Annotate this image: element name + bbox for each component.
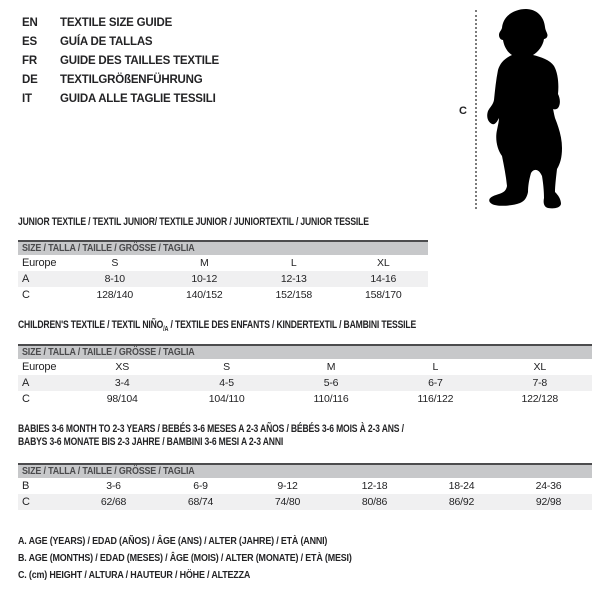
language-row-it [22,90,219,109]
height-cell: 158/170 [364,289,402,301]
height-cell: 104/110 [208,393,245,405]
children-title-text: / TEXTILE DES ENFANTS / KINDERTEXTIL / BAMBINI TESSILE [168,319,417,331]
age-cell: 3-4 [70,375,174,391]
height-measure-dotted-line [475,10,477,209]
language-row-fr [22,52,219,71]
height-cell: 74/80 [244,494,331,510]
size-header-label: SIZE / TALLA / TAILLE / GRÖSSE / TAGLIA [22,465,195,477]
months-cell: 24-36 [535,480,562,492]
language-row-en [22,14,219,33]
months-cell: 9-12 [277,480,298,492]
height-cell: 68/74 [157,494,244,510]
children-title-text: CHILDREN'S TEXTILE / TEXTIL NIÑO [18,319,164,331]
language-title: GUÍA DE TALLAS [60,36,153,48]
months-cell: 12-18 [361,480,388,492]
height-cell: 86/92 [418,494,505,510]
language-title: TEXTILE SIZE GUIDE [60,17,173,29]
junior-section-title: JUNIOR TEXTILE / TEXTIL JUNIOR/ TEXTILE JUNIOR / JUNIORTEXTIL / JUNIOR TESSILE [18,216,369,228]
height-cell: 80/86 [331,494,418,510]
row-label: A [18,375,70,391]
children-title-subscript: /A [163,326,169,334]
language-title: GUIDA ALLE TAGLIE TESSILI [60,93,216,105]
age-cell: 12-13 [249,271,339,287]
size-cell: S [223,361,230,373]
language-row-es [22,33,219,52]
size-header-label: SIZE / TALLA / TAILLE / GRÖSSE / TAGLIA [22,242,195,254]
language-code: ES [22,36,37,48]
language-title: GUIDE DES TAILLES TEXTILE [60,55,219,67]
babies-row-months [18,478,592,494]
language-code: DE [22,74,38,86]
children-size-table [18,344,592,407]
language-title: TEXTILGRÖßENFÜHRUNG [60,74,203,86]
row-label: B [22,480,30,492]
height-cell: 140/152 [185,289,223,301]
size-cell: XL [377,257,390,269]
footnote-age-months: B. AGE (MONTHS) / EDAD (MESES) / ÂGE (MOIS) / ALTER (MONATE) / ETÀ (MESI) [18,552,352,564]
children-section-title [18,319,416,333]
height-cell: 92/98 [505,494,592,510]
language-code: FR [22,55,37,67]
height-cell: 98/104 [106,393,138,405]
babies-row-height [18,494,592,510]
size-cell: M [199,257,209,269]
babies-section-title-line2: BABYS 3-6 MONATE BIS 2-3 JAHRE / BAMBINI 3-6 MESI A 2-3 ANNI [18,436,284,448]
months-cell: 3-6 [106,480,121,492]
footnote-legend [18,533,411,584]
height-cell: 116/122 [417,393,454,405]
row-label: Europe [22,361,57,373]
row-label: C [22,289,30,301]
children-size-table-header [18,344,592,359]
footnote-height-cm: C. (cm) HEIGHT / ALTURA / HAUTEUR / HÖHE / ALTEZZA [18,569,251,581]
children-row-age [18,375,592,391]
babies-size-table [18,463,592,510]
height-cell: 122/128 [521,393,559,405]
junior-row-age [18,271,428,287]
height-cell: 62/68 [70,494,157,510]
age-cell: 5-6 [279,375,383,391]
age-cell: 8-10 [70,271,160,287]
junior-row-height [18,287,428,303]
language-row-de [22,71,219,90]
children-row-europe [18,359,592,375]
junior-size-table-header [18,240,428,255]
height-cell: 152/158 [275,289,313,301]
age-cell: 4-5 [174,375,278,391]
size-header-label: SIZE / TALLA / TAILLE / GRÖSSE / TAGLIA [22,346,195,358]
junior-size-table [18,240,428,303]
language-code: IT [22,93,32,105]
months-cell: 6-9 [193,480,208,492]
size-cell: M [326,361,336,373]
size-cell: L [290,257,297,269]
language-list [22,14,219,109]
age-cell: 10-12 [160,271,250,287]
age-cell: 7-8 [488,375,592,391]
row-label: C [18,494,70,510]
size-cell: XS [115,361,129,373]
junior-row-europe [18,255,428,271]
language-code: EN [22,17,38,29]
height-measure-label: C [459,105,467,117]
baby-silhouette-icon [484,6,580,212]
footnote-age-years: A. AGE (YEARS) / EDAD (AÑOS) / ÂGE (ANS) / ALTER (JAHRE) / ETÀ (ANNI) [18,535,328,547]
babies-size-table-header [18,463,592,478]
children-row-height [18,391,592,407]
size-cell: S [111,257,119,269]
height-cell: 128/140 [96,289,134,301]
months-cell: 18-24 [448,480,475,492]
row-label: C [22,393,30,405]
height-cell: 110/116 [313,393,349,405]
size-cell: L [432,361,439,373]
row-label: A [18,271,70,287]
size-cell: XL [533,361,546,373]
age-cell: 6-7 [383,375,487,391]
babies-section-title-line1: BABIES 3-6 MONTH TO 2-3 YEARS / BEBÉS 3-6 MESES A 2-3 AÑOS / BÉBÉS 3-6 MOIS À 2-3 ANS / [18,423,404,435]
age-cell: 14-16 [339,271,429,287]
row-label: Europe [22,257,57,269]
